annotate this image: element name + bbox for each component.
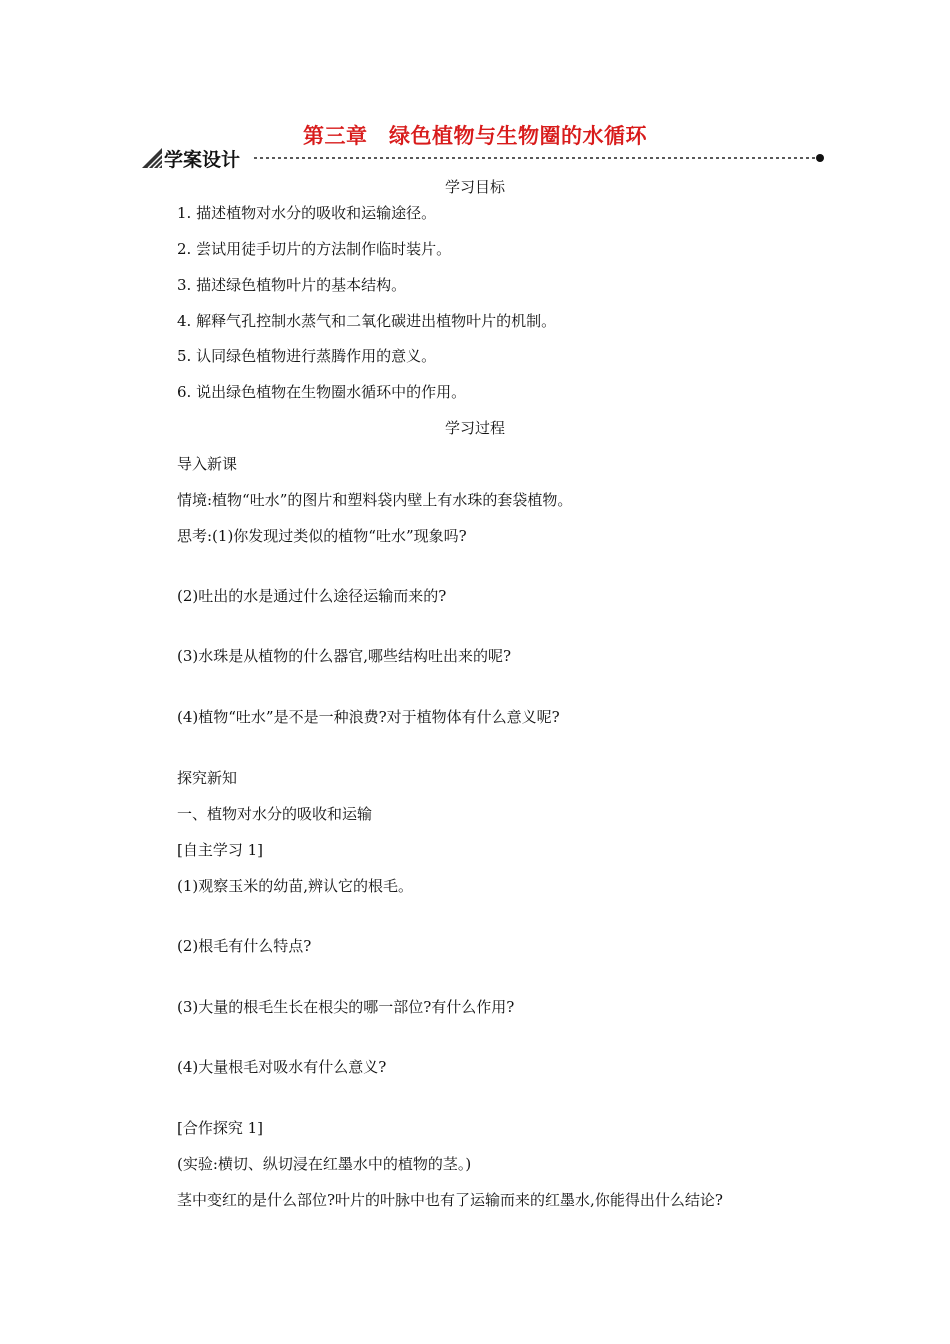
triangle-stripes-icon bbox=[142, 148, 162, 168]
coop-label: [合作探究 1] bbox=[177, 1119, 264, 1137]
objective-item: 4. 解释气孔控制水蒸气和二氧化碳进出植物叶片的机制。 bbox=[177, 312, 557, 330]
self-study-item: (4)大量根毛对吸水有什么意义? bbox=[177, 1058, 387, 1076]
intro-scenario: 情境:植物“吐水”的图片和塑料袋内壁上有水珠的套袋植物。 bbox=[177, 491, 573, 509]
objective-item: 6. 说出绿色植物在生物圈水循环中的作用。 bbox=[177, 383, 467, 401]
coop-experiment: (实验:横切、纵切浸在红墨水中的植物的茎。) bbox=[177, 1155, 472, 1173]
intro-question: 思考:(1)你发现过类似的植物“吐水”现象吗? bbox=[177, 527, 467, 545]
objective-item: 5. 认同绿色植物进行蒸腾作用的意义。 bbox=[177, 347, 437, 365]
self-study-item: (1)观察玉米的幼苗,辨认它的根毛。 bbox=[177, 877, 414, 895]
intro-title: 导入新课 bbox=[177, 455, 238, 473]
section-heading: 一、植物对水分的吸收和运输 bbox=[177, 805, 373, 823]
self-study-item: (3)大量的根毛生长在根尖的哪一部位?有什么作用? bbox=[177, 998, 515, 1016]
objective-item: 1. 描述植物对水分的吸收和运输途径。 bbox=[177, 204, 437, 222]
objectives-heading: 学习目标 bbox=[444, 178, 505, 196]
section-banner bbox=[142, 144, 826, 172]
explore-title: 探究新知 bbox=[177, 769, 238, 787]
objective-item: 3. 描述绿色植物叶片的基本结构。 bbox=[177, 276, 407, 294]
objective-item: 2. 尝试用徒手切片的方法制作临时装片。 bbox=[177, 240, 452, 258]
self-study-item: (2)根毛有什么特点? bbox=[177, 937, 312, 955]
banner-label: 学案设计 bbox=[164, 149, 241, 171]
self-study-label: [自主学习 1] bbox=[177, 841, 264, 859]
dotted-rule-icon bbox=[254, 151, 826, 165]
intro-question: (2)吐出的水是通过什么途径运输而来的? bbox=[177, 587, 447, 605]
intro-question: (4)植物“吐水”是不是一种浪费?对于植物体有什么意义呢? bbox=[177, 708, 560, 726]
intro-question: (3)水珠是从植物的什么器官,哪些结构吐出来的呢? bbox=[177, 647, 512, 665]
coop-question: 茎中变红的是什么部位?叶片的叶脉中也有了运输而来的红墨水,你能得出什么结论? bbox=[177, 1191, 723, 1209]
process-heading: 学习过程 bbox=[444, 419, 505, 437]
chapter-title: 第三章 绿色植物与生物圈的水循环 bbox=[303, 124, 647, 148]
